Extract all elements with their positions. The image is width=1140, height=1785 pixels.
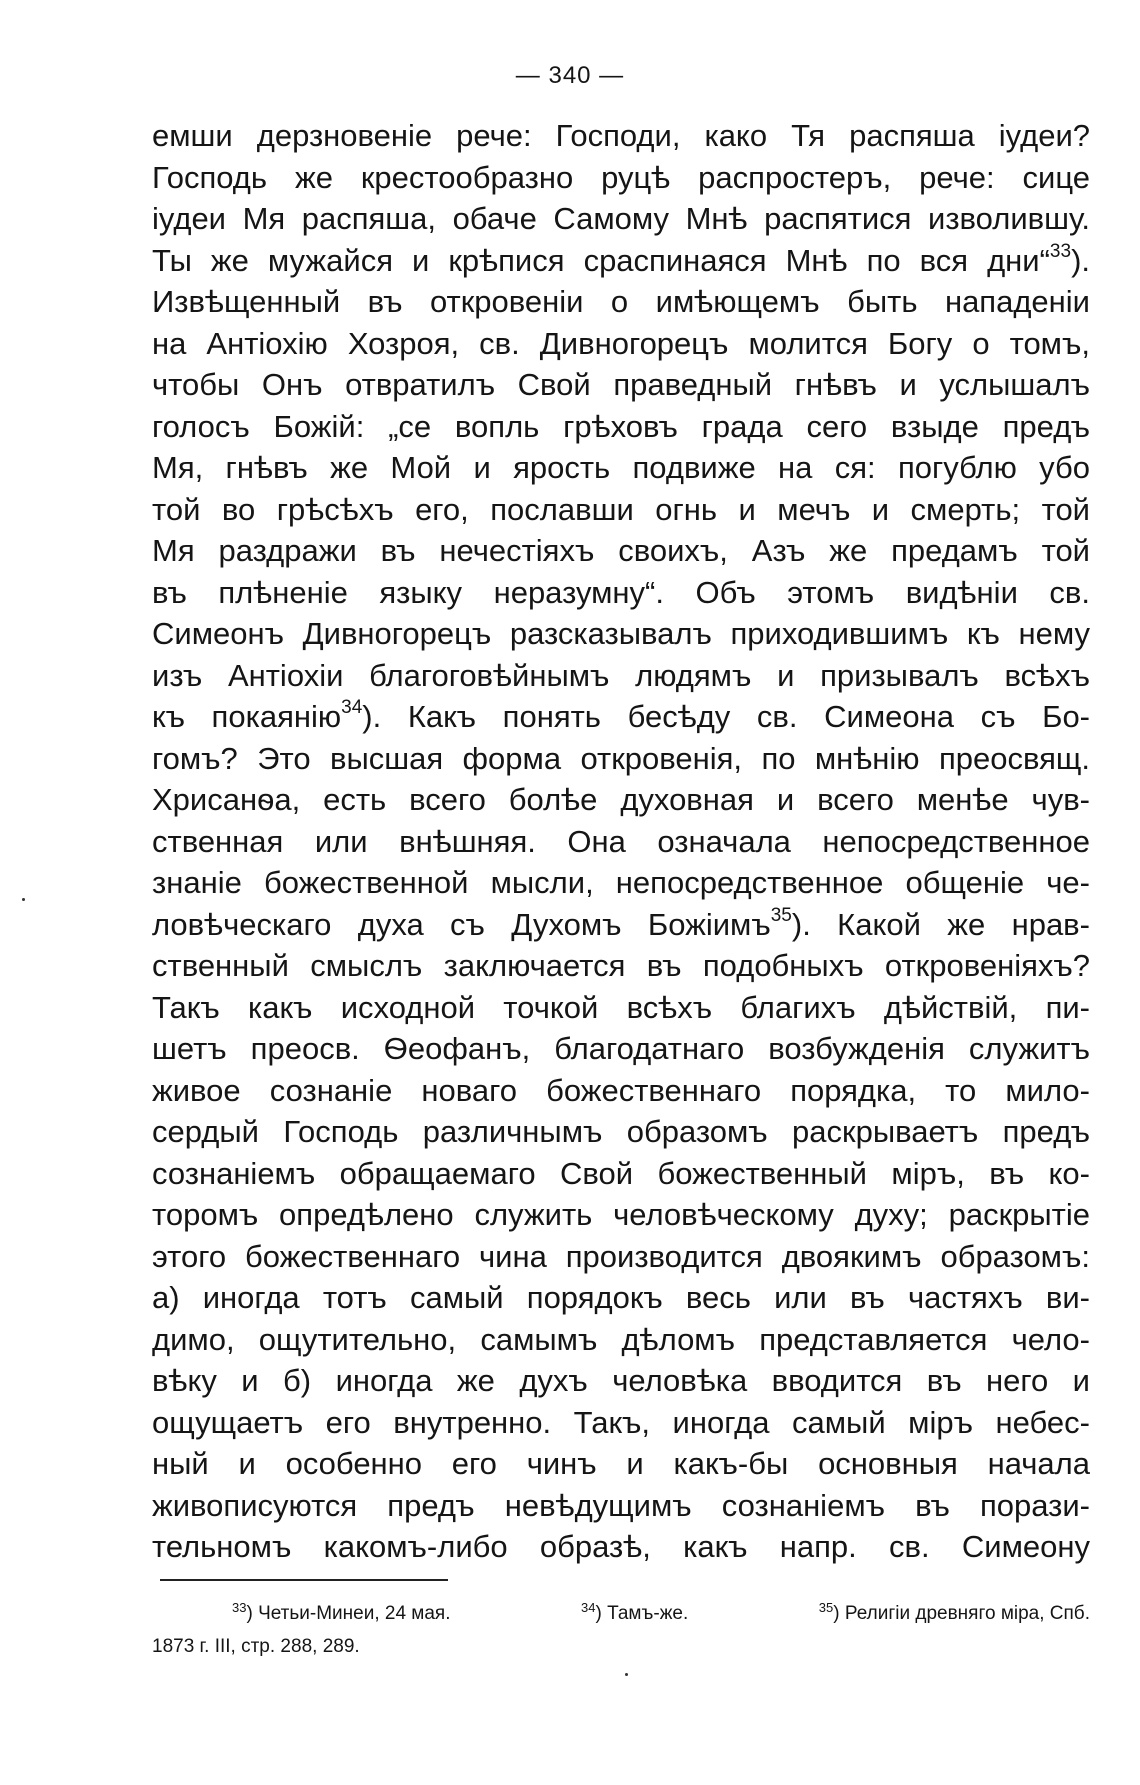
text-line <box>152 447 1090 489</box>
text-line-content: тельномъ какомъ-либо образѣ, какъ напр. св. Симеону <box>152 1529 1090 1564</box>
text-line-content: той во грѣсѣхъ его, пославши огнь и мечъ и смерть; той <box>152 491 1090 527</box>
text-line <box>152 821 1090 863</box>
text-line-content: сознанiемъ обращаемаго Свой божественный мiръ, въ ко- <box>152 1155 1090 1191</box>
text-line-content: торомъ опредѣлено служить человѣческому духу; раскрытiе <box>152 1197 1090 1232</box>
scan-speck <box>625 1673 628 1676</box>
text-line <box>152 1485 1090 1527</box>
text-line-content: емши дерзновенie рече: Господи, како Тя распяша iудеи? <box>152 118 1090 153</box>
text-line-content: димо, ощутительно, самымъ дѣломъ представляется чело- <box>152 1321 1090 1357</box>
text-line-content: ощущаетъ его внутренно. Такъ, иногда самый мiръ небес- <box>152 1404 1090 1440</box>
text-line <box>152 115 1090 157</box>
text-line <box>152 904 1090 946</box>
text-line <box>152 364 1090 406</box>
text-line <box>152 240 1090 282</box>
text-line <box>152 1028 1090 1070</box>
text-line-continuation: ). Какой же нрав- <box>791 906 1090 942</box>
text-line-content: вѣку и б) иногда же духъ человѣка вводится въ него и <box>152 1363 1090 1398</box>
text-line <box>152 862 1090 904</box>
text-line <box>152 530 1090 572</box>
text-line-content: на Антiохiю Хозроя, св. Дивногорецъ молится Богу о томъ, <box>152 325 1090 361</box>
text-line <box>152 1236 1090 1278</box>
text-line <box>152 1194 1090 1236</box>
footnote-row <box>152 1597 1090 1630</box>
footnote-35 <box>819 1597 1090 1630</box>
text-line <box>152 1070 1090 1112</box>
text-line-content: Господь же крестообразно руцѣ распростеръ, рече: сице <box>152 159 1090 195</box>
footnote-mark: 35 <box>818 1600 834 1615</box>
text-line-content: Хрисанѳа, есть всего болѣе духовная и всего менѣе чув- <box>152 782 1090 817</box>
text-line <box>152 1360 1090 1402</box>
text-line-content: живое сознанiе новаго божественнаго порядка, то мило- <box>152 1072 1090 1108</box>
text-line-content: живописуются предъ невѣдущимъ сознанiемъ въ порази- <box>152 1487 1090 1523</box>
text-line <box>152 572 1090 614</box>
footnote-text: ) Религiи древняго мiра, Спб. <box>833 1603 1090 1624</box>
text-line <box>152 1526 1090 1568</box>
text-line-content: ный и особенно его чинъ и какъ-бы основныя начала <box>152 1446 1090 1481</box>
text-line <box>152 779 1090 821</box>
page-number: — 340 — <box>515 62 625 89</box>
body-text <box>152 115 1090 1568</box>
text-line-content: ственный смыслъ заключается въ подобныхъ откровенiяхъ? <box>152 948 1090 983</box>
footnote-text: ) Четьи-Минеи, 24 мая. <box>246 1603 451 1624</box>
footnote-reference: 35 <box>770 904 792 926</box>
text-line <box>152 1402 1090 1444</box>
text-line <box>152 987 1090 1029</box>
footnote-mark: 33 <box>232 1600 247 1615</box>
text-line-content: а) иногда тотъ самый порядокъ весь или въ частяхъ ви- <box>152 1280 1090 1315</box>
text-line <box>152 1153 1090 1195</box>
text-line <box>152 738 1090 780</box>
text-line <box>152 1319 1090 1361</box>
text-line-content: ловѣческаго духа съ Духомъ Божiимъ <box>152 906 771 942</box>
text-line <box>152 655 1090 697</box>
text-line-continuation: ). <box>1071 242 1090 278</box>
text-line <box>152 1277 1090 1319</box>
footnote-text: ) Тамъ-же. <box>595 1603 689 1624</box>
scan-speck <box>22 898 25 901</box>
text-line-content: Мя раздражи въ нечестiяхъ своихъ, Азъ же предамъ той <box>152 533 1090 568</box>
footnote-34 <box>581 1597 688 1630</box>
text-line-content: чтобы Онъ отвратилъ Свой праведный гнѣвъ и услышалъ <box>152 367 1090 402</box>
text-line-content: изъ Антiохiи благоговѣйнымъ людямъ и призывалъ всѣхъ <box>152 657 1090 693</box>
text-line-content: гомъ? Это высшая форма откровенiя, по мнѣнiю преосвящ. <box>152 740 1090 776</box>
text-line <box>152 945 1090 987</box>
text-line <box>152 157 1090 199</box>
text-line <box>152 1443 1090 1485</box>
footnote-33 <box>232 1597 451 1630</box>
text-line-content: Мя, гнѣвъ же Мой и ярость подвиже на ся: погублю убо <box>152 450 1090 485</box>
text-line-content: Ты же мужайся и крѣпися сраспинаяся Мнѣ по вся дни“ <box>152 242 1050 278</box>
text-line-content: этого божественнаго чина производится двоякимъ образомъ: <box>152 1238 1090 1274</box>
footnote-reference: 34 <box>341 697 363 718</box>
text-line-continuation: ). Какъ понять бесѣду св. Симеона съ Бо- <box>362 699 1091 734</box>
text-line-content: въ плѣненie языку неразумну“. Объ этомъ видѣнiи св. <box>152 574 1090 610</box>
text-line-content: шетъ преосв. Ѳеофанъ, благодатнаго возбужденiя служитъ <box>152 1031 1090 1066</box>
footnote-mark: 34 <box>581 1600 596 1615</box>
text-line-content: голосъ Божiй: „се вопль грѣховъ града сего взыде предъ <box>152 408 1090 444</box>
text-line <box>152 489 1090 531</box>
text-line <box>152 696 1090 738</box>
text-line <box>152 613 1090 655</box>
text-line <box>152 281 1090 323</box>
text-line <box>152 406 1090 448</box>
text-line-content: iудеи Мя распяша, обаче Самому Мнѣ распятися изволившу. <box>152 201 1090 236</box>
text-line-content: Симеонъ Дивногорецъ разсказывалъ приходившимъ къ нему <box>152 616 1090 651</box>
text-line-content: къ покаянiю <box>152 699 342 734</box>
text-line-content: ственная или внѣшняя. Она означала непосредственное <box>152 823 1090 859</box>
footnote-divider <box>160 1579 448 1581</box>
text-line-content: Извѣщенный въ откровенiи о имѣющемъ быть нападенiи <box>152 284 1090 319</box>
text-line-content: сердый Господь различнымъ образомъ раскрываетъ предъ <box>152 1114 1090 1149</box>
footnote-reference: 33 <box>1049 240 1072 262</box>
footnote-continuation: 1873 г. III, стр. 288, 289. <box>152 1636 360 1657</box>
text-line-content: знанiе божественной мысли, непосредственное общенiе че- <box>152 865 1090 900</box>
text-line <box>152 323 1090 365</box>
text-line-content: Такъ какъ исходной точкой всѣхъ благихъ дѣйствiй, пи- <box>152 989 1090 1025</box>
text-line <box>152 198 1090 240</box>
text-line <box>152 1111 1090 1153</box>
footnotes <box>152 1597 1090 1663</box>
